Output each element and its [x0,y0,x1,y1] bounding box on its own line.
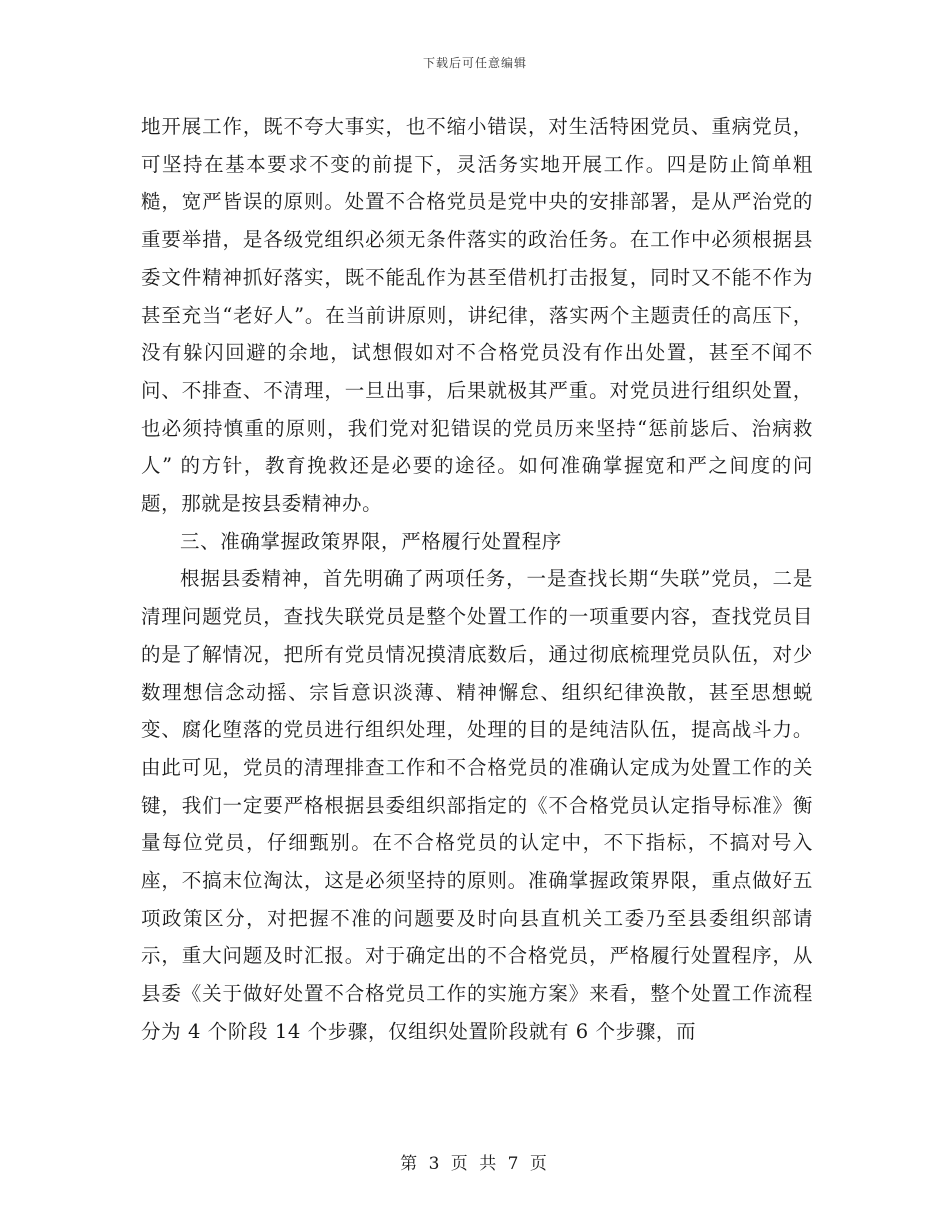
body-paragraph: 地开展工作，既不夸大事实，也不缩小错误，对生活特困党员、重病党员，可坚持在基本要求不变的前提下，灵活务实地开展工作。四是防止简单粗糙，宽严皆误的原则。处置不合格党员是党中央的安排部署，是从严治党的重要举措，是各级党组织必须无条件落实的政治任务。在工作中必须根据县委文件精神抓好落实，既不能乱作为甚至借机打击报复，同时又不能不作为甚至充当“老好人”。在当前讲原则，讲纪律，落实两个主题责任的高压下，没有躲闪回避的余地，试想假如对不合格党员没有作出处置，甚至不闻不问、不排查、不清理，一旦出事，后果就极其严重。对党员进行组织处置，也必须持慎重的原则，我们党对犯错误的党员历来坚持“惩前毖后、治病救人” 的方针，教育挽救还是必要的途径。如何准确掌握宽和严之间度的问题，那就是按县委精神办。 [141,115,813,516]
document-body [141,108,813,1051]
section-heading: 三、准确掌握政策界限，严格履行处置程序 [180,529,562,553]
page-number-label: 第 3 页 共 7 页 [400,1154,550,1174]
page-number-footer [0,1149,950,1174]
header-note: 下载后可任意编辑 [422,56,527,70]
body-paragraph: 根据县委精神，首先明确了两项任务，一是查找长期“失联”党员，二是清理问题党员，查找失联党员是整个处置工作的一项重要内容，查找党员目的是了解情况，把所有党员情况摸清底数后，通过彻底梳理党员队伍，对少数理想信念动摇、宗旨意识淡薄、精神懈怠、组织纪律涣散，甚至思想蜕变、腐化堕落的党员进行组织处理，处理的目的是纯洁队伍，提高战斗力。由此可见，党员的清理排查工作和不合格党员的准确认定成为处置工作的关键，我们一定要严格根据县委组织部指定的《不合格党员认定指导标准》衡量每位党员，仔细甄别。在不合格党员的认定中，不下指标，不搞对号入座，不搞末位淘汰，这是必须坚持的原则。准确掌握政策界限，重点做好五项政策区分，对把握不准的问题要及时向县直机关工委乃至县委组织部请示，重大问题及时汇报。对于确定出的不合格党员，严格履行处置程序，从县委《关于做好处置不合格党员工作的实施方案》来看，整个处置工作流程分为 4 个阶段 14 个步骤，仅组织处置阶段就有 6 个步骤，而 [141,567,813,1043]
